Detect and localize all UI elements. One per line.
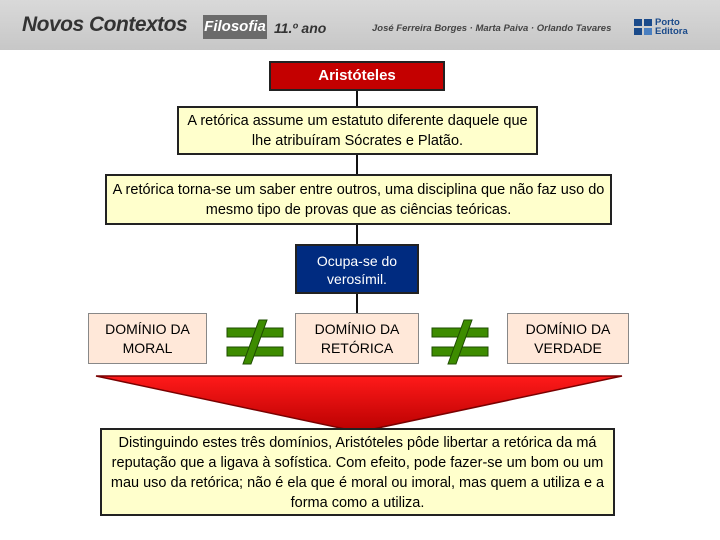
domain-truth-box: DOMÍNIO DA VERDADE (507, 313, 629, 364)
statement-box-2: A retórica torna-se um saber entre outros, uma disciplina que não faz uso do mesmo tipo de provas que as ciências teóricas. (105, 174, 612, 225)
down-triangle-arrow-icon (94, 374, 624, 434)
not-equal-icon (431, 319, 489, 365)
connector-line (356, 91, 358, 106)
publisher-name (655, 18, 688, 36)
domain-moral-box: DOMÍNIO DA MORAL (88, 313, 207, 364)
conclusion-box: Distinguindo estes três domínios, Aristóteles pôde libertar a retórica da má reputação que a ligava à sofística. Com efeito, pode fazer-se um bom ou um mau uso da retórica; não é ela que é moral ou imoral, mas quem a utiliza e a forma como a utiliza. (100, 428, 615, 516)
connector-line (356, 294, 358, 313)
subject-tag: Filosofia (203, 15, 267, 39)
connector-line (356, 225, 358, 244)
connector-line (356, 155, 358, 174)
domain-rhetoric-box: DOMÍNIO DA RETÓRICA (295, 313, 419, 364)
publisher-name-line1: Porto (655, 17, 680, 28)
statement-box-1: A retórica assume um estatuto diferente daquele que lhe atribuíram Sócrates e Platão. (177, 106, 538, 155)
not-equal-icon (226, 319, 284, 365)
header-bar (0, 0, 720, 50)
publisher-logo-icon (634, 19, 652, 35)
verisimilar-box: Ocupa-se do verosímil. (295, 244, 419, 294)
brand-title: Novos Contextos (22, 13, 188, 36)
authors-label: José Ferreira Borges · Marta Paiva · Orlando Tavares (372, 23, 612, 34)
grade-label: 11.º ano (274, 20, 327, 36)
title-aristoteles-box: Aristóteles (269, 61, 445, 91)
publisher-name-line2: Editora (655, 26, 688, 37)
